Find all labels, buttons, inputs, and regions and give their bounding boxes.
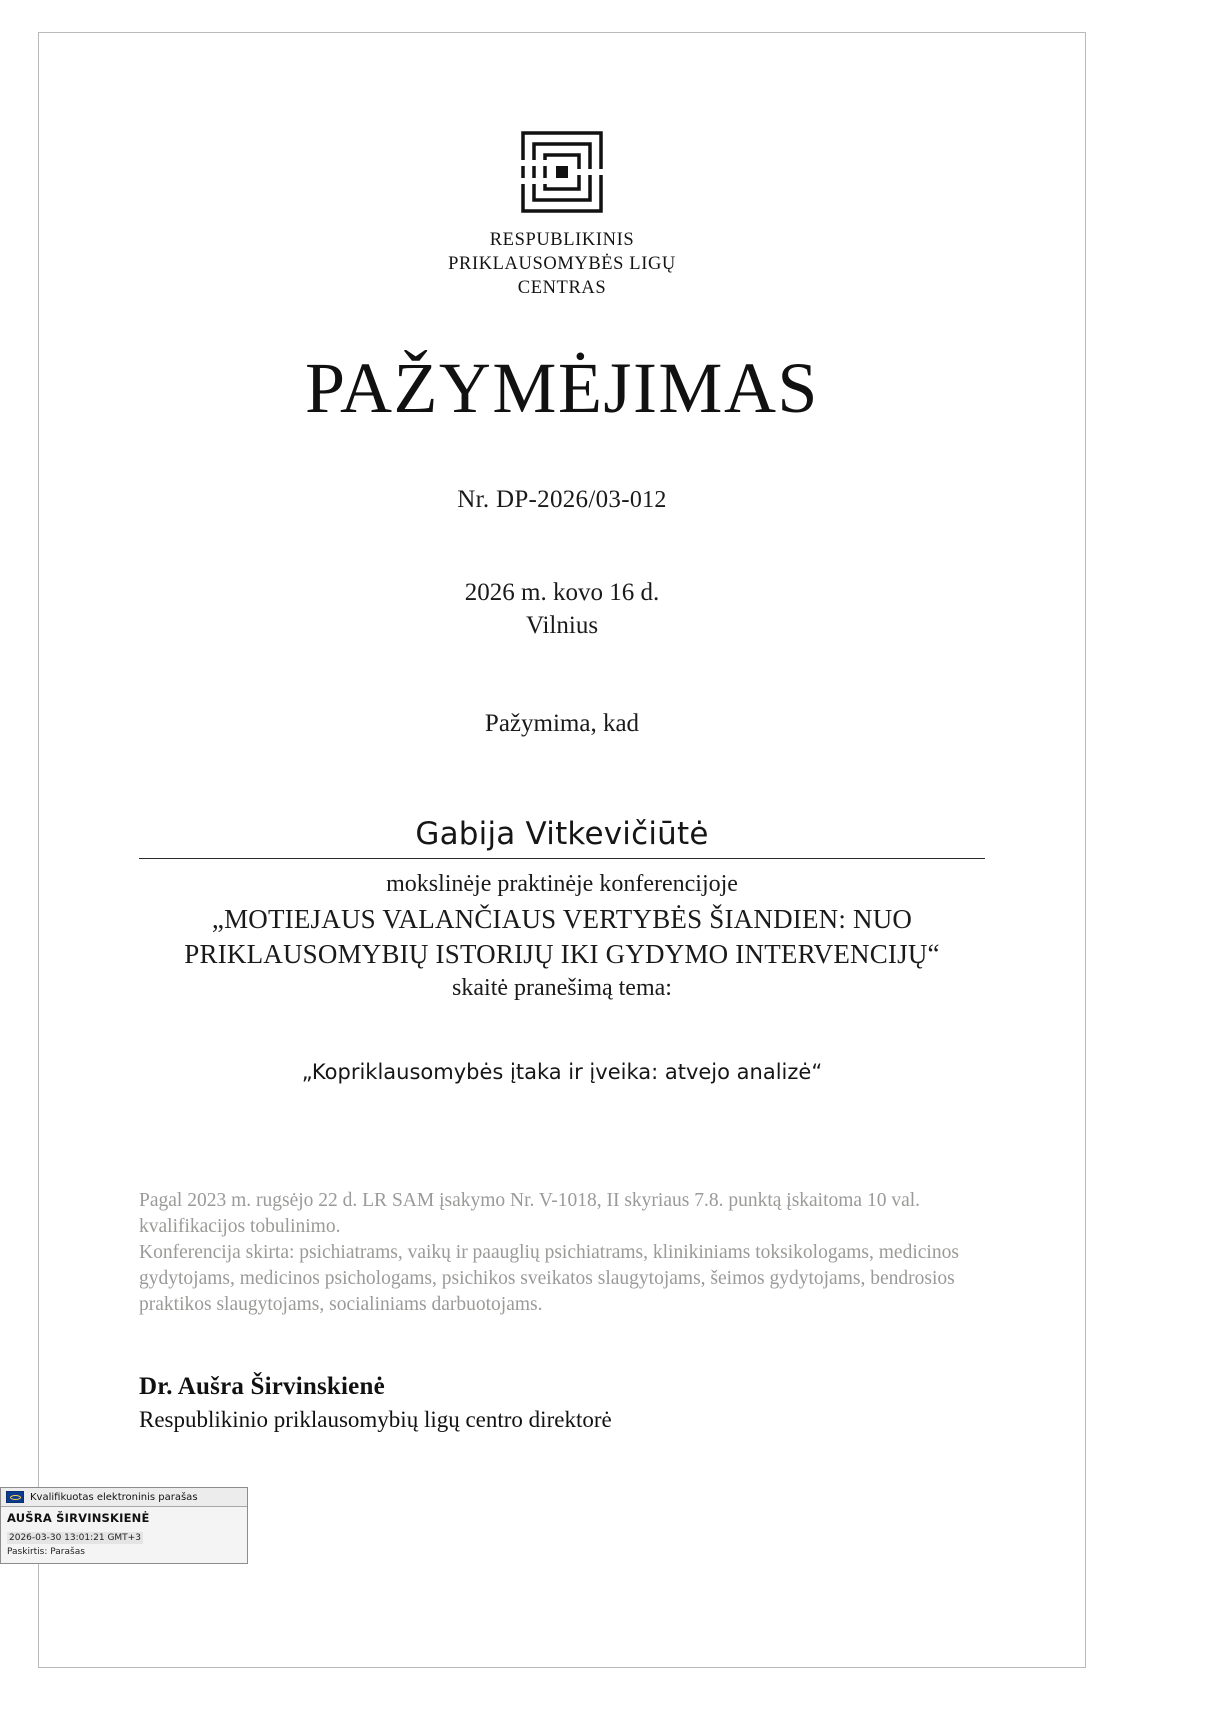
recipient-name: Gabija Vitkevičiūtė (415, 816, 709, 853)
certificate-page (38, 32, 1086, 1668)
electronic-signature-timestamp: 2026-03-30 13:01:21 GMT+3 (9, 1533, 141, 1543)
recipient-block (139, 816, 985, 859)
organization-name-line-2: PRIKLAUSOMYBĖS LIGŲ (448, 254, 676, 275)
electronic-signature-signer: AUŠRA ŠIRVINSKIENĖ (7, 1511, 150, 1525)
issue-date: 2026 m. kovo 16 d. (464, 579, 660, 607)
fineprint-line-2: Konferencija skirta: psichiatrams, vaikų ir paauglių psichiatrams, klinikiniams toksikologams, medicinos gydytojams, medicinos psichologams, psichikos sveikatos slaugytojams, šeimos gydytojams, bendrosios praktikos slaugytojams, socialiniams darbuotojams. (139, 1241, 959, 1315)
page-title: PAŽYMĖJIMAS (305, 348, 819, 429)
conference-intro: mokslinėje praktinėje konferencijoje (386, 871, 738, 898)
certificate-number-suffix: 012 (629, 487, 667, 514)
organization-name (139, 228, 985, 300)
conference-title: „MOTIEJAUS VALANČIAUS VERTYBĖS ŠIANDIEN: NUO PRIKLAUSOMYBIŲ ISTORIJŲ IKI GYDYMO INTERVENCIJŲ“ (184, 904, 940, 969)
certify-line: Pažymima, kad (484, 710, 640, 738)
certificate-number-prefix: Nr. DP-2026/03- (457, 486, 630, 514)
certificate-number (139, 486, 985, 514)
electronic-signature-purpose: Paskirtis: Parašas (7, 1547, 85, 1557)
electronic-signature-header (1, 1488, 247, 1507)
eu-flag-icon (6, 1491, 24, 1503)
date-location-block (139, 576, 985, 642)
organization-name-line-3: CENTRAS (517, 278, 607, 299)
signatory-name: Dr. Aušra Širvinskienė (139, 1373, 385, 1400)
maze-square-logo-icon (521, 131, 603, 213)
recipient-underline (139, 858, 985, 859)
organization-logo-block (139, 131, 985, 300)
presentation-topic: „Kopriklausomybės įtaka ir įveika: atvejo analizė“ (301, 1060, 823, 1085)
signatory-role: Respublikinio priklausomybių ligų centro direktorė (139, 1407, 612, 1432)
presentation-line: skaitė pranešimą tema: (452, 975, 672, 1002)
fineprint-block (139, 1188, 990, 1318)
signature-block (139, 1373, 612, 1433)
issue-city: Vilnius (525, 612, 599, 640)
electronic-signature-body (1, 1507, 247, 1563)
electronic-signature-stamp (0, 1487, 248, 1564)
fineprint-line-1: Pagal 2023 m. rugsėjo 22 d. LR SAM įsakymo Nr. V-1018, II skyriaus 7.8. punktą įskaitoma 10 val. kvalifikacijos tobulinimo. (139, 1190, 921, 1237)
electronic-signature-header-label: Kvalifikuotas elektroninis parašas (30, 1491, 198, 1503)
organization-name-line-1: RESPUBLIKINIS (489, 230, 635, 250)
